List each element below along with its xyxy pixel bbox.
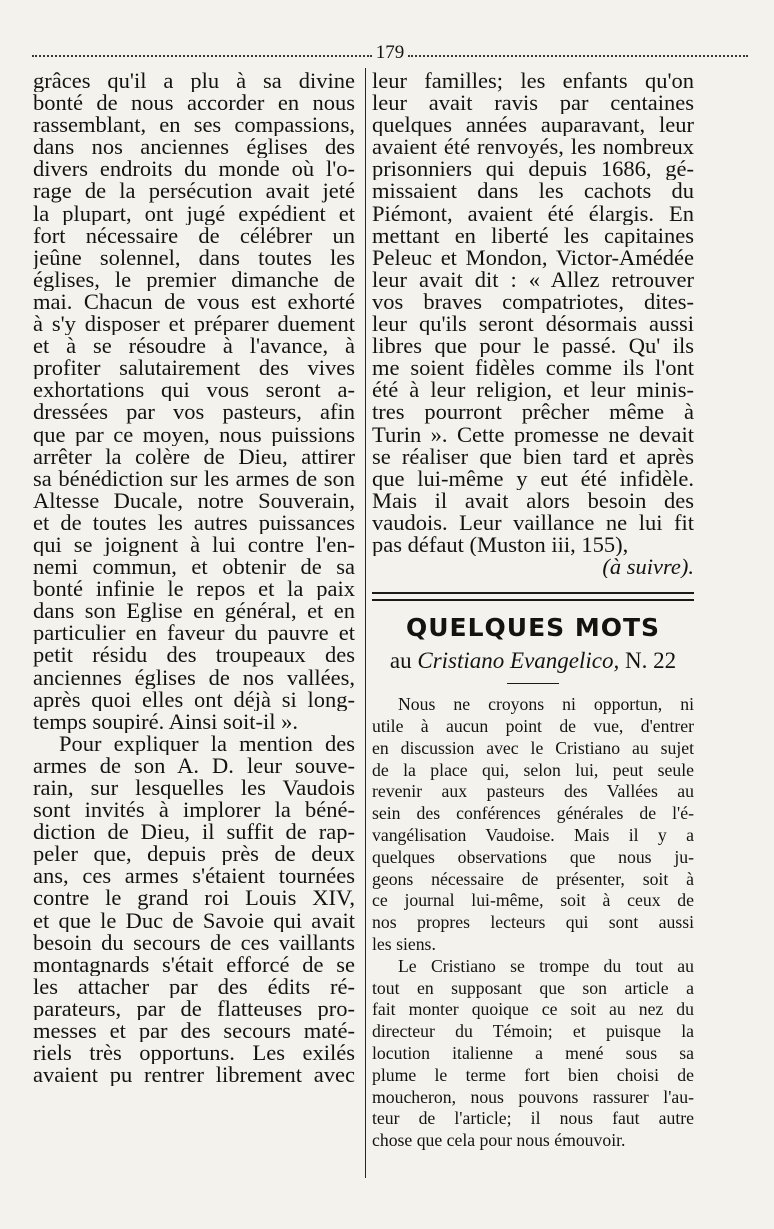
text-line: Nous ne croyons ni opportun, ni <box>398 694 694 715</box>
text-line: qui se joignent à lui contre l'en- <box>33 533 355 557</box>
text-line: nemi commun, et obtenir de sa <box>33 556 355 579</box>
text-line: et que le Duc de Savoie qui avait <box>33 909 355 932</box>
text-line: moucheron, nous pouvons rassurer l'au- <box>372 1086 694 1107</box>
text-line: que par ce moyen, nous puissions <box>33 423 355 446</box>
text-line: riels très opportuns. Les exilés <box>33 1042 355 1065</box>
text-line: libres que pour le passé. Qu' ils <box>372 335 694 358</box>
text-line: en discussion avec le Cristiano au sujet <box>372 737 694 758</box>
text-line: fait monter quoique ce soit au nez du <box>372 999 694 1020</box>
text-line: teur de l'article; il nous faut autre <box>372 1108 694 1129</box>
text-line: se réaliser que bien tard et après <box>372 445 694 468</box>
text-line: missaient dans les cachots du <box>372 180 694 203</box>
text-line: montagnards s'était efforcé de se <box>33 953 355 976</box>
text-line: à s'y disposer et préparer duement <box>33 313 355 336</box>
subtitle-prefix: au <box>389 648 412 674</box>
text-line: Peleuc et Mondon, Victor-Amédée <box>372 246 694 269</box>
text-line: messes et par des secours maté- <box>33 1020 355 1043</box>
text-line: mettant en liberté les capitaines <box>372 224 694 247</box>
text-line: prisonniers qui depuis 1686, gé- <box>372 158 694 181</box>
subtitle-number: N. 22 <box>624 648 677 674</box>
text-line: plume le terme fort bien choisi de <box>372 1064 694 1085</box>
column-divider <box>365 68 366 1178</box>
text-line: avaient pu rentrer librement avec <box>33 1064 355 1087</box>
text-line: besoin du secours de ces vaillants <box>33 931 355 954</box>
text-line: vos braves compatriotes, dites- <box>372 290 694 314</box>
text-line: leur familles; les enfants qu'on <box>372 70 694 93</box>
text-line: leur qu'ils seront désormais aussi <box>372 313 694 336</box>
text-line: dressées par vos pasteurs, afin <box>33 401 355 424</box>
text-line: mai. Chacun de vous est exhorté <box>33 290 355 314</box>
text-line: Altesse Ducale, notre Souverain, <box>33 489 355 512</box>
text-line: les attacher par des édits ré- <box>33 975 355 998</box>
text-line: été à leur religion, et leur minis- <box>372 379 694 402</box>
left-column <box>33 70 355 1086</box>
text-line: utile à aucun point de vue, d'entrer <box>372 715 694 736</box>
text-line: rain, sur lesquelles les Vaudois <box>33 777 355 800</box>
text-line: avaient été renvoyés, les nombreux <box>372 136 694 159</box>
text-line: anciennes églises de nos vallées, <box>33 666 355 689</box>
text-line: dans nos anciennes églises des <box>33 136 355 159</box>
text-line: nos propres lecteurs qui sont aussi <box>372 912 694 933</box>
text-line: Turin ». Cette promesse ne devait <box>372 423 694 446</box>
to-be-continued: (à suivre). <box>602 556 694 579</box>
text-line: quelques années auparavant, leur <box>372 114 694 137</box>
text-line: rassemblant, en ses compassions, <box>33 114 355 137</box>
text-line: Mais il avait alors besoin des <box>372 489 694 512</box>
text-line: fort nécessaire de célébrer un <box>33 224 355 247</box>
right-column-text <box>372 70 694 556</box>
text-line: après quoi elles ont déjà si long- <box>33 688 355 711</box>
text-line: et de toutes les autres puissances <box>33 511 355 534</box>
text-line: Pour expliquer la mention des <box>59 732 355 755</box>
text-line: tout en supposant que son article a <box>372 977 694 998</box>
text-line: jeûne solennel, dans toutes les <box>33 246 355 269</box>
article-title: QUELQUES MOTS <box>405 613 661 643</box>
text-line: contre le grand roi Louis XIV, <box>33 887 355 910</box>
article-subtitle <box>372 645 694 677</box>
text-line: arrêter la colère de Dieu, attirer <box>33 445 355 468</box>
text-line: rage de la persécution avait jeté <box>33 180 355 203</box>
subtitle-rule <box>507 683 559 684</box>
header-rule-left <box>32 55 372 57</box>
text-line: que lui-même y eut été infidèle. <box>372 467 694 490</box>
text-line: bonté de nous accorder en nous <box>33 92 355 115</box>
text-line: petit résidu des troupeaux des <box>33 644 355 667</box>
text-line: divers endroits du monde où l'o- <box>33 158 355 181</box>
text-line: leur avait dit : « Allez retrouver <box>372 268 694 291</box>
text-line: vaudois. Leur vaillance ne lui fit <box>372 511 694 534</box>
text-line: sein des conférences générales de l'é- <box>372 803 694 824</box>
text-line: particulier en faveur du pauvre et <box>33 622 355 645</box>
text-line: diction de Dieu, il suffit de rap- <box>33 821 355 844</box>
text-line: revenir aux pasteurs des Vallées au <box>372 781 694 802</box>
text-line: de la place qui, selon lui, peut seule <box>372 759 694 780</box>
text-line: ce journal lui-même, soit à ceux de <box>372 890 694 911</box>
text-line: armes de son A. D. leur souve- <box>33 754 355 777</box>
text-line: vangélisation Vaudoise. Mais il y a <box>372 824 694 845</box>
text-line: et à se résoudre à l'avance, à <box>33 335 355 358</box>
text-line: dans son Eglise en général, et en <box>33 600 355 623</box>
text-line: pas défaut (Muston iii, 155), <box>372 533 629 557</box>
text-line: peler que, depuis près de deux <box>33 843 355 866</box>
text-line: me soient fidèles comme ils l'ont <box>372 357 694 380</box>
text-line: exhortations qui vous seront a- <box>33 379 355 402</box>
text-line: quelques observations que nous ju- <box>372 846 694 867</box>
text-line: Le Cristiano se trompe du tout au <box>398 955 694 976</box>
text-line: ans, ces armes s'étaient tournées <box>33 865 355 888</box>
text-line: leur avait ravis par centaines <box>372 92 694 115</box>
section-separator <box>372 592 694 601</box>
text-line: geons nécessaire de présenter, soit à <box>372 868 694 889</box>
text-line: parateurs, par de flatteuses pro- <box>33 997 355 1021</box>
text-line: locution italienne a mené sous sa <box>372 1042 694 1063</box>
text-line: sa bénédiction sur les armes de son <box>33 467 355 490</box>
text-line: bonté infinie le repos et la paix <box>33 578 355 601</box>
text-line: sont invités à implorer la béné- <box>33 799 355 822</box>
text-line: profiter salutairement des vives <box>33 357 355 380</box>
text-line: les siens. <box>372 933 436 954</box>
text-line: chose que cela pour nous émouvoir. <box>372 1130 626 1151</box>
text-line: la plupart, ont jugé expédient et <box>33 202 355 225</box>
text-line: tres pourront prêcher même à <box>372 401 694 424</box>
article-body <box>372 694 694 1152</box>
right-column <box>372 70 694 1152</box>
text-line: églises, le premier dimanche de <box>33 268 355 291</box>
text-line: grâces qu'il a plu à sa divine <box>33 70 355 93</box>
header-rule-right <box>408 55 748 57</box>
text-line: Piémont, avaient été élargis. En <box>372 202 694 225</box>
page-number: 179 <box>375 42 405 63</box>
page-header <box>32 42 748 64</box>
subtitle-journal: Cristiano Evangelico, <box>417 648 620 674</box>
text-line: temps soupiré. Ainsi soit-il ». <box>33 710 299 733</box>
text-line: directeur du Témoin; et puisque la <box>372 1021 694 1042</box>
